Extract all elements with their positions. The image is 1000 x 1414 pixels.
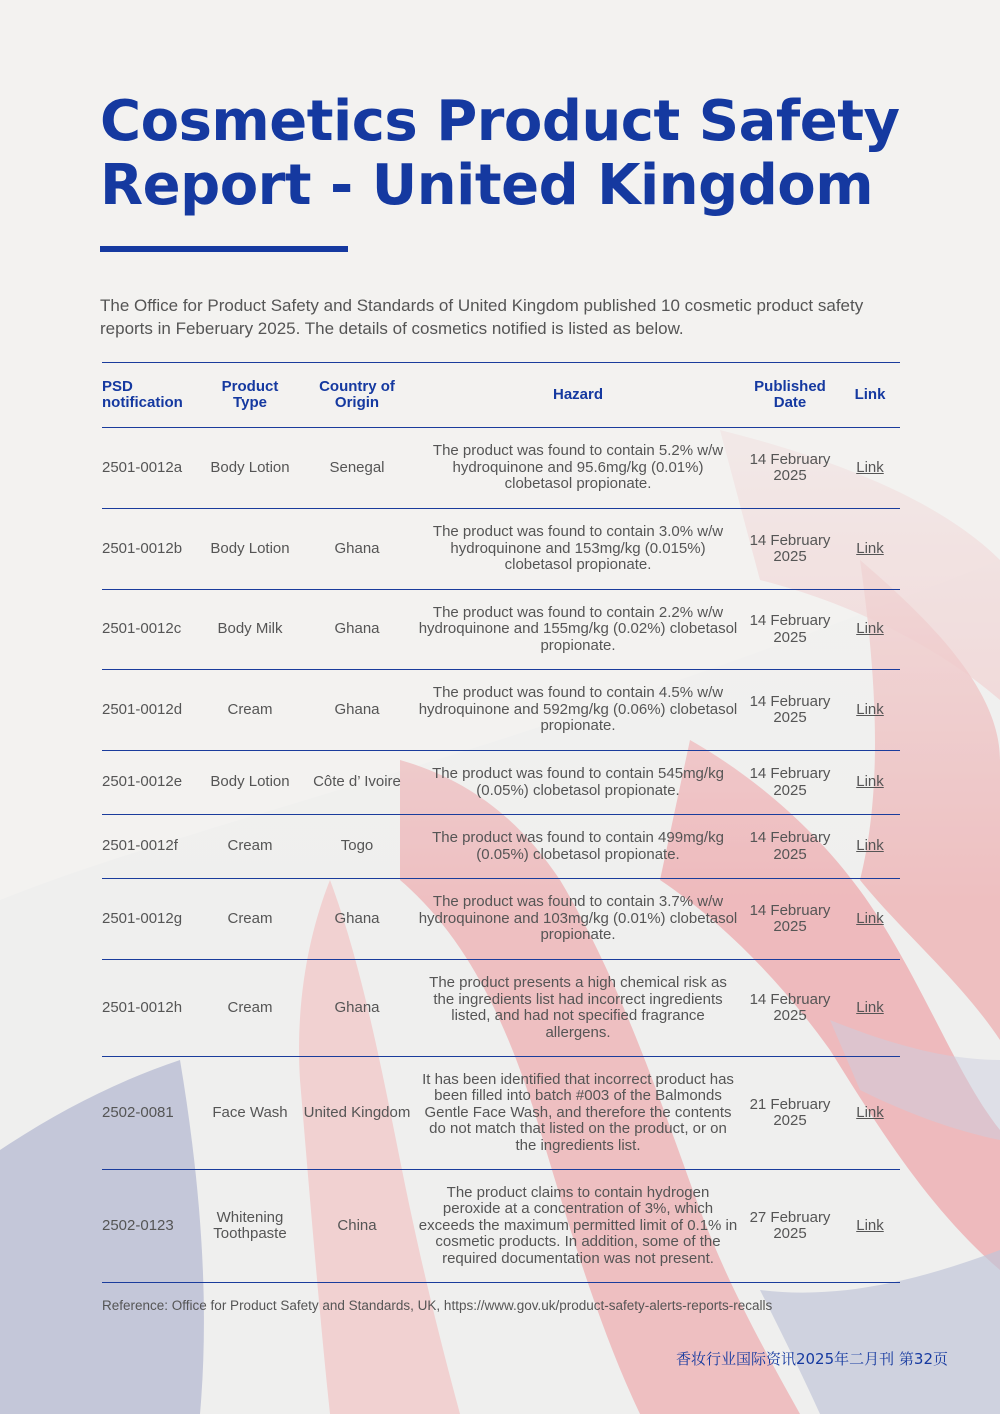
table-row bbox=[102, 960, 900, 1057]
table-row bbox=[102, 509, 900, 590]
page-footer: 香妆行业国际资讯2025年二月刊 第32页 bbox=[675, 1350, 948, 1368]
hazard-cell: The product was found to contain 499mg/kg (0.05%) clobetasol propionate. bbox=[416, 815, 740, 879]
report-link[interactable]: Link bbox=[856, 773, 884, 791]
link-cell bbox=[840, 960, 900, 1057]
table-row bbox=[102, 1057, 900, 1170]
report-link[interactable]: Link bbox=[856, 1103, 884, 1121]
link-cell bbox=[840, 815, 900, 879]
product-type-cell: Cream bbox=[202, 670, 298, 751]
published-date-cell: 14 February 2025 bbox=[740, 751, 840, 815]
product-type-cell: Body Milk bbox=[202, 590, 298, 670]
hazard-cell: It has been identified that incorrect product has been filled into batch #003 of the Balmonds Gentle Face Wash, and therefore the contents do not match that listed on the product, or on the ingredients list. bbox=[416, 1057, 740, 1170]
published-date-cell: 14 February 2025 bbox=[740, 879, 840, 960]
hazard-cell: The product presents a high chemical risk as the ingredients list had incorrect ingredients listed, and had not specified fragrance allergens. bbox=[416, 960, 740, 1057]
origin-cell: China bbox=[298, 1170, 416, 1283]
hazard-cell: The product claims to contain hydrogen peroxide at a concentration of 3%, which exceeds the maximum permitted limit of 0.1% in cosmetic products. In addition, some of the required documentation was not present. bbox=[416, 1170, 740, 1283]
published-date-cell: 14 February 2025 bbox=[740, 428, 840, 509]
hazard-cell: The product was found to contain 5.2% w/w hydroquinone and 95.6mg/kg (0.01%) clobetasol propionate. bbox=[416, 428, 740, 509]
link-cell bbox=[840, 1057, 900, 1170]
hazard-cell: The product was found to contain 3.7% w/w hydroquinone and 103mg/kg (0.01%) clobetasol propionate. bbox=[416, 879, 740, 960]
link-cell bbox=[840, 509, 900, 590]
product-type-cell: Body Lotion bbox=[202, 509, 298, 590]
psd-cell: 2501-0012e bbox=[102, 751, 202, 815]
origin-cell: Senegal bbox=[298, 428, 416, 509]
product-type-cell: Cream bbox=[202, 960, 298, 1057]
psd-cell: 2501-0012b bbox=[102, 509, 202, 590]
psd-cell: 2501-0012h bbox=[102, 960, 202, 1057]
origin-cell: Ghana bbox=[298, 879, 416, 960]
psd-cell: 2501-0012g bbox=[102, 879, 202, 960]
origin-cell: Ghana bbox=[298, 960, 416, 1057]
report-link[interactable]: Link bbox=[856, 998, 884, 1016]
table-row bbox=[102, 1170, 900, 1283]
psd-cell: 2501-0012c bbox=[102, 590, 202, 670]
report-link[interactable]: Link bbox=[856, 909, 884, 927]
product-type-cell: Cream bbox=[202, 815, 298, 879]
origin-cell: Ghana bbox=[298, 590, 416, 670]
origin-cell: Ghana bbox=[298, 509, 416, 590]
published-date-cell: 14 February 2025 bbox=[740, 960, 840, 1057]
published-date-cell: 21 February 2025 bbox=[740, 1057, 840, 1170]
reference-note: Reference: Office for Product Safety and Standards, UK, https://www.gov.uk/product-safety-alerts-reports-recalls bbox=[102, 1298, 773, 1313]
psd-cell: 2502-0081 bbox=[102, 1057, 202, 1170]
header-country-of-origin: Country of Origin bbox=[298, 363, 416, 428]
table-row bbox=[102, 670, 900, 751]
title-underline bbox=[100, 246, 348, 252]
published-date-cell: 14 February 2025 bbox=[740, 815, 840, 879]
table-row bbox=[102, 879, 900, 960]
intro-paragraph: The Office for Product Safety and Standards of United Kingdom published 10 cosmetic product safety reports in Feberuary 2025. The details of cosmetics notified is listed as below. bbox=[100, 296, 864, 338]
link-cell bbox=[840, 590, 900, 670]
hazard-cell: The product was found to contain 4.5% w/w hydroquinone and 592mg/kg (0.06%) clobetasol propionate. bbox=[416, 670, 740, 751]
header-published-date: Published Date bbox=[740, 363, 840, 428]
hazard-cell: The product was found to contain 3.0% w/w hydroquinone and 153mg/kg (0.015%) clobetasol propionate. bbox=[416, 509, 740, 590]
published-date-cell: 14 February 2025 bbox=[740, 670, 840, 751]
safety-report-table bbox=[102, 362, 900, 1283]
page-title: Cosmetics Product Safety Report - United Kingdom bbox=[100, 89, 900, 218]
table-row bbox=[102, 590, 900, 670]
origin-cell: Côte d’ Ivoire bbox=[298, 751, 416, 815]
published-date-cell: 14 February 2025 bbox=[740, 590, 840, 670]
link-cell bbox=[840, 1170, 900, 1283]
published-date-cell: 27 February 2025 bbox=[740, 1170, 840, 1283]
table-row bbox=[102, 815, 900, 879]
hazard-cell: The product was found to contain 545mg/kg (0.05%) clobetasol propionate. bbox=[416, 751, 740, 815]
report-link[interactable]: Link bbox=[856, 700, 884, 718]
product-type-cell: Whitening Toothpaste bbox=[202, 1170, 298, 1283]
psd-cell: 2501-0012f bbox=[102, 815, 202, 879]
table-row bbox=[102, 751, 900, 815]
table-row bbox=[102, 428, 900, 509]
link-cell bbox=[840, 428, 900, 509]
header-product-type: Product Type bbox=[202, 363, 298, 428]
hazard-cell: The product was found to contain 2.2% w/w hydroquinone and 155mg/kg (0.02%) clobetasol propionate. bbox=[416, 590, 740, 670]
psd-cell: 2501-0012a bbox=[102, 428, 202, 509]
report-link[interactable]: Link bbox=[856, 620, 884, 638]
product-type-cell: Face Wash bbox=[202, 1057, 298, 1170]
link-cell bbox=[840, 670, 900, 751]
header-link: Link bbox=[840, 363, 900, 428]
origin-cell: Togo bbox=[298, 815, 416, 879]
link-cell bbox=[840, 879, 900, 960]
origin-cell: Ghana bbox=[298, 670, 416, 751]
report-link[interactable]: Link bbox=[856, 837, 884, 855]
report-link[interactable]: Link bbox=[856, 458, 884, 476]
report-link[interactable]: Link bbox=[856, 1216, 884, 1234]
header-psd-notification: PSD notification bbox=[102, 363, 202, 428]
published-date-cell: 14 February 2025 bbox=[740, 509, 840, 590]
psd-cell: 2502-0123 bbox=[102, 1170, 202, 1283]
product-type-cell: Cream bbox=[202, 879, 298, 960]
header-hazard: Hazard bbox=[416, 363, 740, 428]
report-link[interactable]: Link bbox=[856, 539, 884, 557]
table-header-row bbox=[102, 363, 900, 428]
origin-cell: United Kingdom bbox=[298, 1057, 416, 1170]
psd-cell: 2501-0012d bbox=[102, 670, 202, 751]
link-cell bbox=[840, 751, 900, 815]
product-type-cell: Body Lotion bbox=[202, 751, 298, 815]
product-type-cell: Body Lotion bbox=[202, 428, 298, 509]
